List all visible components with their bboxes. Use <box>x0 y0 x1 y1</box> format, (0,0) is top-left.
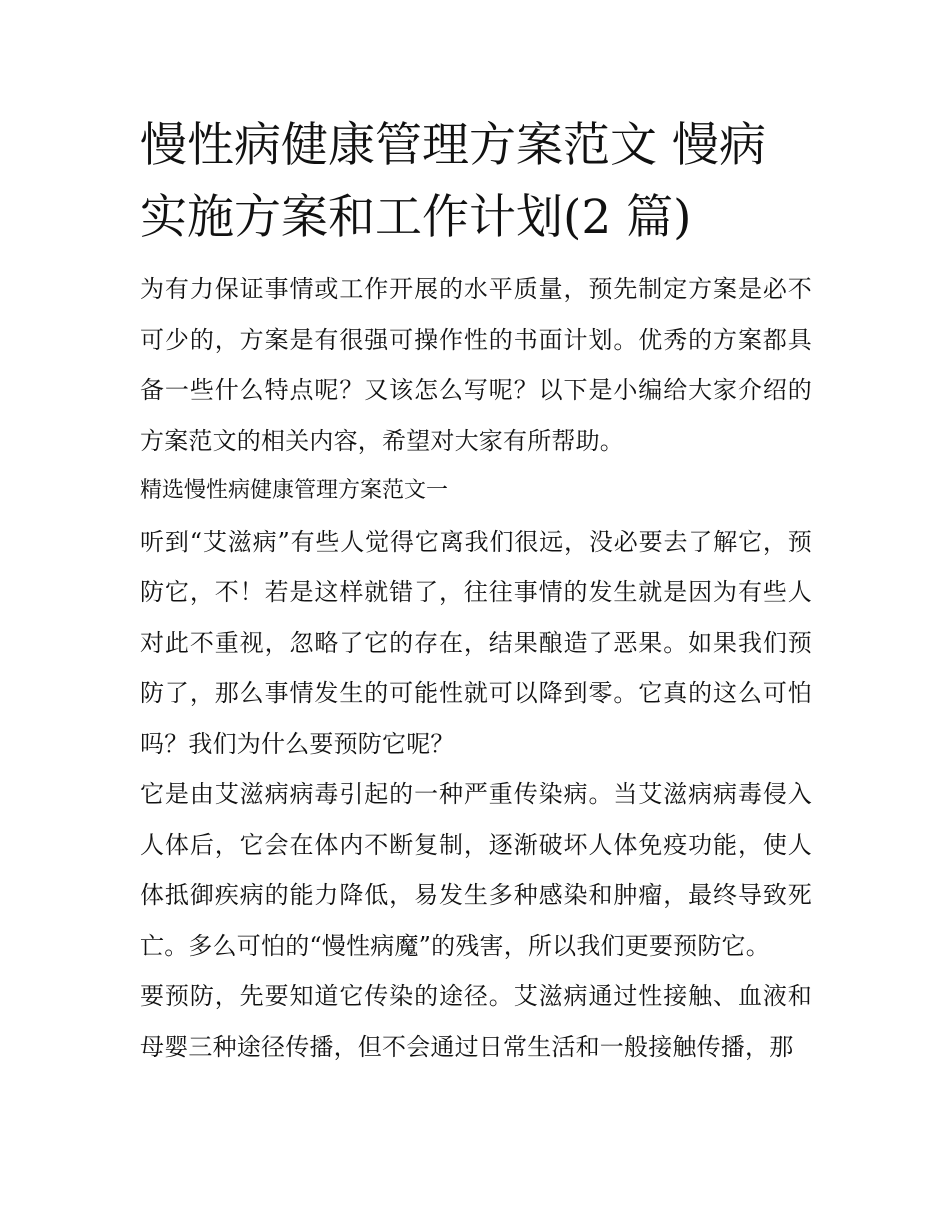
section-heading: 精选慢性病健康管理方案范文一 <box>140 478 449 503</box>
body-paragraph-2: 它是由艾滋病病毒引起的一种严重传染病。当艾滋病病毒侵入人体后，它会在体内不断复制，逐渐破坏人体免疫功能，使人体抵御疾病的能力降低，易发生多种感染和肿瘤，最终导致死亡。多么可怕的“慢性病魔”的残害，所以我们更要预防它。 <box>140 780 812 960</box>
body-paragraph-1: 听到“艾滋病”有些人觉得它离我们很远，没必要去了解它，预防它，不！若是这样就错了，往往事情的发生就是因为有些人对此不重视，忽略了它的存在，结果酿造了恶果。如果我们预防了，那么事情发生的可能性就可以降到零。它真的这么可怕吗？我们为什么要预防它呢？ <box>140 527 812 758</box>
body-paragraph-3: 要预防，先要知道它传染的途径。艾滋病通过性接触、血液和母婴三种途径传播，但不会通过日常生活和一般接触传播，那 <box>140 982 812 1061</box>
document-title: 慢性病健康管理方案范文 慢病实施方案和工作计划(2 篇) <box>140 118 766 245</box>
document-page <box>140 110 812 1072</box>
intro-paragraph: 为有力保证事情或工作开展的水平质量，预先制定方案是必不可少的，方案是有很强可操作性的书面计划。优秀的方案都具备一些什么特点呢？又该怎么写呢？以下是小编给大家介绍的方案范文的相关内容，希望对大家有所帮助。 <box>140 275 812 455</box>
